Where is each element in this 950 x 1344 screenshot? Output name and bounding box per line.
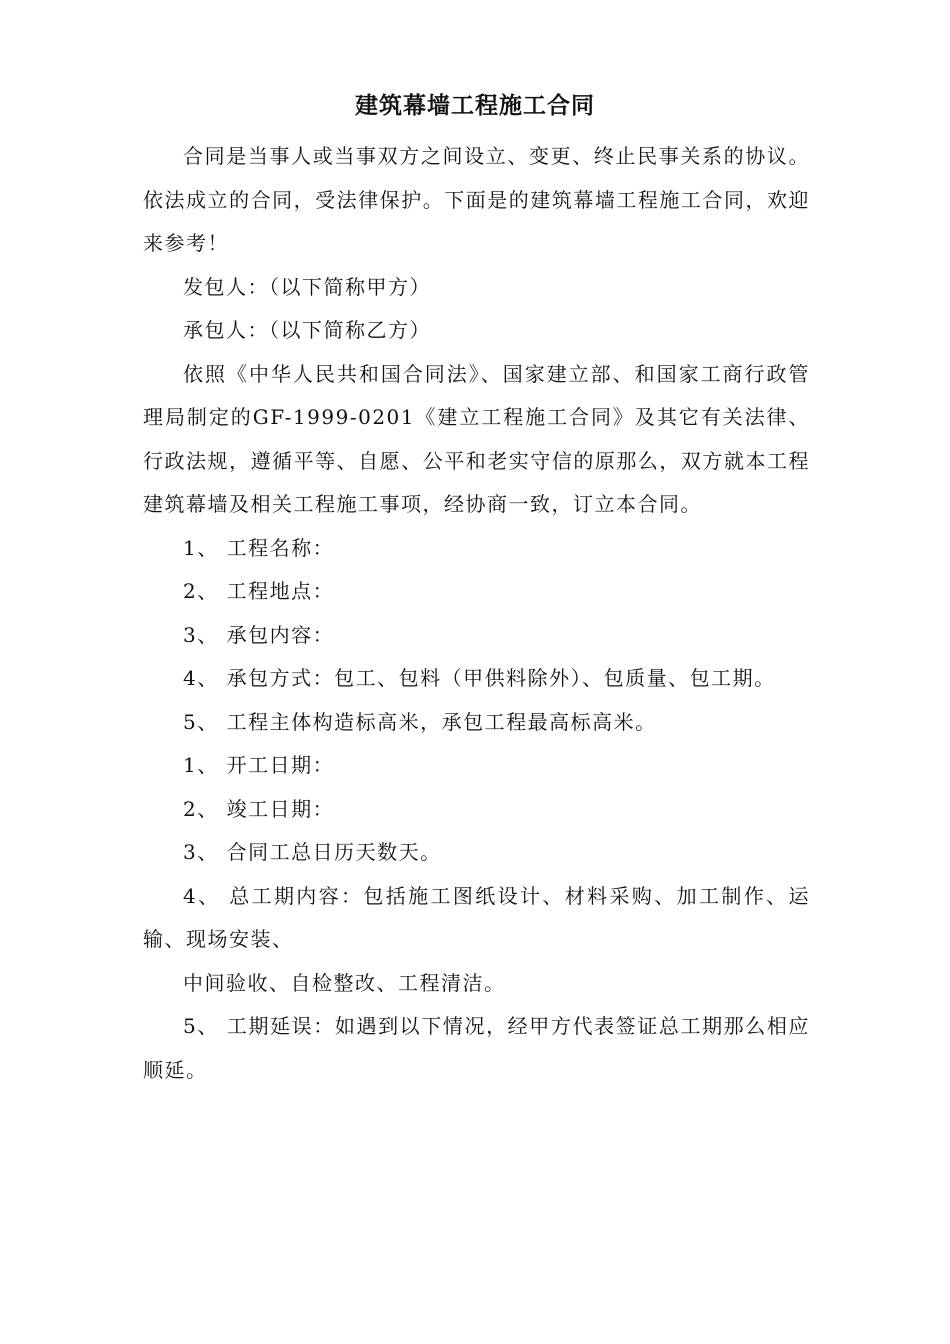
- document-title: 建筑幕墙工程施工合同: [355, 92, 595, 119]
- clause-project-location: 2、 工程地点：: [183, 579, 335, 603]
- clause-contract-method: 4、 承包方式：包工、包料（甲供料除外）、包质量、包工期。: [183, 666, 776, 690]
- clause-project-name: 1、 工程名称：: [183, 535, 335, 560]
- clause-schedule-content-continued: 中间验收、自检整改、工程清洁。: [183, 970, 506, 995]
- clause-contract-scope: 3、 承包内容：: [183, 622, 335, 647]
- clause-completion-date: 2、 竣工日期：: [183, 796, 335, 821]
- clause-start-date: 1、 开工日期：: [183, 753, 335, 777]
- intro-paragraph: 合同是当事人或当事双方之间设立、变更、终止民事关系的协议。依法成立的合同，受法律保护。下面是的建筑幕墙工程施工合同，欢迎来参考！: [143, 144, 810, 255]
- party-b-line: 承包人：（以下简称乙方）: [183, 318, 431, 342]
- legal-basis-paragraph: 依照《中华人民共和国合同法》、国家建立部、和国家工商行政管理局制定的GF-1999-0201《建立工程施工合同》及其它有关法律、行政法规，遵循平等、自愿、公平和老实守信的原那么，双方就本工程建筑幕墙及相关工程施工事项，经协商一致，订立本合同。: [143, 361, 810, 516]
- clause-delay: 5、 工期延误：如遇到以下情况，经甲方代表签证总工期那么相应顺延。: [143, 1014, 810, 1082]
- document-body: [143, 135, 810, 1092]
- clause-schedule-content: 4、 总工期内容：包括施工图纸设计、材料采购、加工制作、运输、现场安装、: [143, 883, 810, 951]
- clause-elevation: 5、 工程主体构造标高米，承包工程最高标高米。: [183, 709, 657, 734]
- clause-total-days: 3、 合同工总日历天数天。: [183, 840, 442, 864]
- party-a-line: 发包人：（以下简称甲方）: [183, 274, 431, 299]
